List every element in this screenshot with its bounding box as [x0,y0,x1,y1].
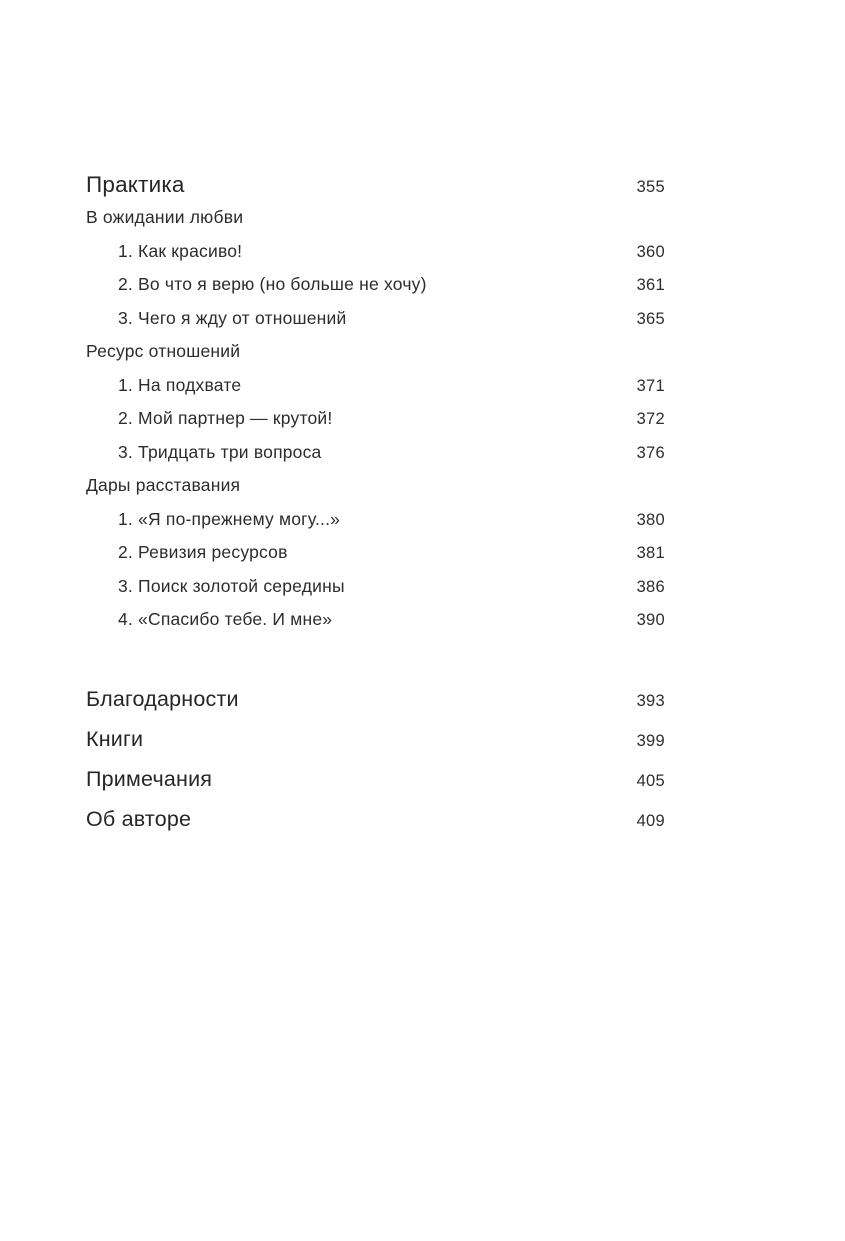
toc-entry [86,609,665,643]
toc-entry-label: 1. «Я по-прежнему могу...» [118,508,341,529]
toc-entry-page-number: 409 [636,811,665,830]
toc-entry-page-number: 380 [636,510,665,529]
toc-entry-page-number: 390 [636,611,665,629]
toc-entry-label: Книги [86,726,144,751]
toc-entry-label: 3. Поиск золотой середины [118,575,345,596]
toc-entry [86,767,665,807]
toc-entry-page-number: 386 [636,577,665,596]
toc-entry-page-number: 405 [636,771,665,790]
toc-entry [86,207,665,241]
toc-entry-page-number: 399 [636,731,665,750]
toc-entry-label: 2. Ревизия ресурсов [118,542,288,562]
toc-entry-page-number: 381 [636,544,665,562]
toc-entry [86,241,665,275]
toc-entry [86,509,665,543]
toc-entry-label: Об авторе [86,806,192,831]
toc-entry-page-number: 365 [636,309,665,328]
toc-entry [86,308,665,342]
toc-entry-label: 4. «Спасибо тебе. И мне» [118,609,333,629]
toc-entry-page-number: 355 [636,178,665,196]
toc-entry [86,542,665,576]
toc-entry-page-number: 372 [636,410,665,428]
toc-entry [86,408,665,442]
toc-entry-label: Ресурс отношений [86,341,241,361]
toc-entry [86,274,665,308]
toc-entry-label: Практика [86,172,185,197]
toc-entry [86,576,665,610]
toc-entry-page-number: 360 [636,242,665,261]
toc-section-gap [86,643,665,687]
toc-entry [86,172,665,207]
toc-entry-label: 1. На подхвате [118,374,242,395]
toc-entry-label: Благодарности [86,686,239,711]
toc-entry-label: 3. Чего я жду от отношений [118,307,347,328]
toc-entry [86,687,665,727]
toc-entry [86,442,665,476]
toc-entry-label: Дары расставания [86,475,241,495]
toc-entry-label: В ожидании любви [86,207,244,227]
toc-entry-page-number: 361 [636,276,665,294]
toc-entry-page-number: 393 [636,691,665,710]
toc-entry-label: 1. Как красиво! [118,240,243,261]
toc-entry [86,341,665,375]
toc-entry-label: 2. Мой партнер — крутой! [118,408,333,428]
toc-entry-label: 2. Во что я верю (но больше не хочу) [118,274,427,294]
toc-entry-page-number: 376 [636,443,665,462]
toc-list [86,172,665,847]
toc-entry-label: 3. Тридцать три вопроса [118,441,322,462]
toc-entry [86,727,665,767]
toc-entry [86,807,665,847]
toc-entry-page-number: 371 [636,376,665,395]
toc-entry [86,375,665,409]
toc-entry [86,475,665,509]
toc-entry-label: Примечания [86,766,213,791]
